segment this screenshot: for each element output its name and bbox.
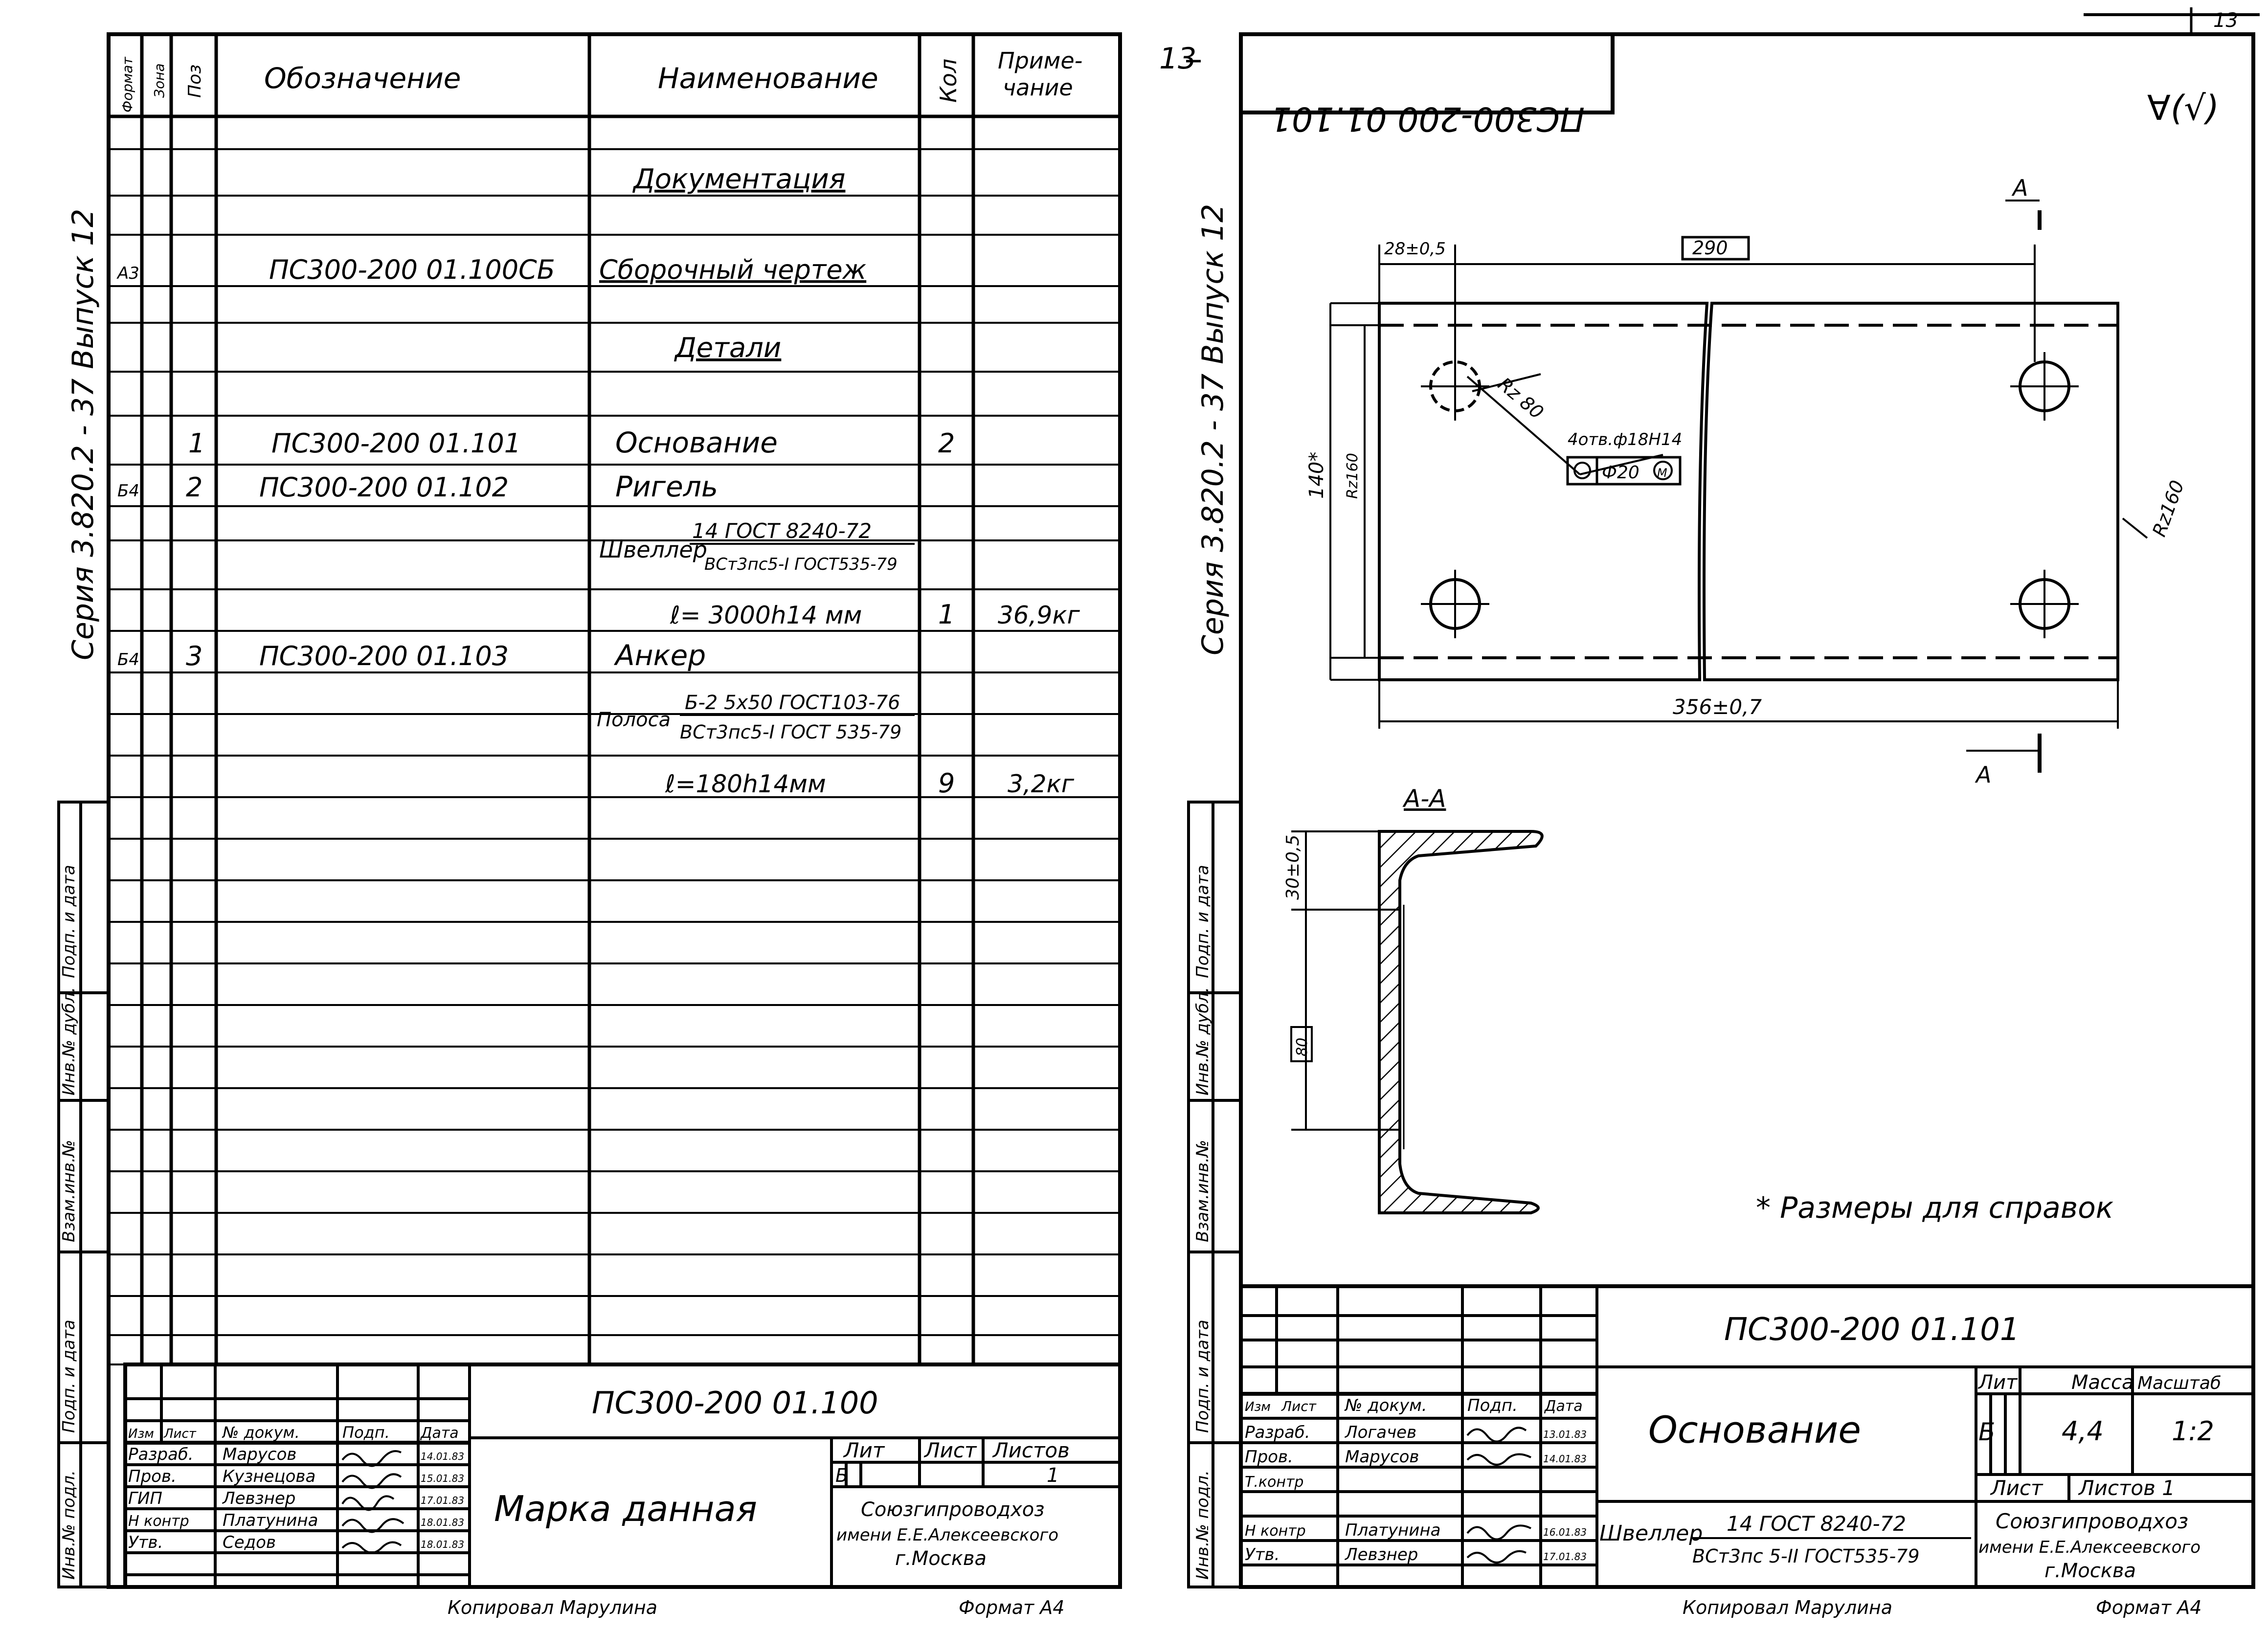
material-mass: 36,9кг bbox=[998, 601, 1080, 629]
date: 17.01.83 bbox=[1543, 1551, 1587, 1563]
section-mark-bottom: А bbox=[1976, 761, 1992, 788]
material-line2: ВСт3пс5-I ГОСТ 535-79 bbox=[680, 721, 902, 743]
date: 14.01.83 bbox=[1543, 1453, 1587, 1465]
dim-rz160-right: Rz160 bbox=[2148, 477, 2189, 540]
sheets-label: Листов bbox=[993, 1438, 1070, 1462]
role: Пров. bbox=[128, 1467, 177, 1486]
title-name: Основание bbox=[1648, 1408, 1861, 1452]
row-format: Б4 bbox=[117, 481, 139, 501]
signatures bbox=[342, 1451, 404, 1553]
dim-pos-tol: Ф20 bbox=[1602, 463, 1639, 483]
org: Союзгипроводхоз bbox=[1996, 1509, 2189, 1533]
date: 13.01.83 bbox=[1543, 1429, 1587, 1440]
head-list: Лист bbox=[1281, 1398, 1316, 1414]
dim-tol-sym: М bbox=[1657, 466, 1667, 480]
margin-label: Взам.инв.№ bbox=[1193, 1139, 1213, 1242]
mass-label: Масса bbox=[2071, 1371, 2134, 1394]
margin-label: Подп. и дата bbox=[1193, 1319, 1213, 1433]
material-prefix: Швеллер bbox=[1599, 1521, 1703, 1546]
mirror-code: ПС300-200 01.101 bbox=[1270, 99, 1585, 138]
row-qty: 2 bbox=[938, 428, 955, 459]
date: 18.01.83 bbox=[421, 1517, 465, 1528]
page-number: 13 bbox=[1159, 42, 1197, 76]
person: Платунина bbox=[1345, 1520, 1441, 1540]
sheet-label: Лист bbox=[924, 1438, 977, 1462]
dim-30: 30±0,5 bbox=[1283, 834, 1303, 900]
roughness-mark: ∀(√) bbox=[2147, 88, 2220, 128]
material-prefix: Швеллер bbox=[599, 536, 707, 563]
dim-holes: 4отв.ф18Н14 bbox=[1568, 430, 1683, 449]
head-doc: № докум. bbox=[1345, 1396, 1427, 1415]
date: 14.01.83 bbox=[421, 1451, 465, 1462]
title-code: ПС300-200 01.100 bbox=[592, 1385, 878, 1421]
margin-label: Подп. и дата bbox=[59, 865, 79, 978]
person: Левзнер bbox=[223, 1489, 296, 1508]
plate-top-view bbox=[1330, 201, 2147, 773]
sheet-label: Лист bbox=[1991, 1476, 2043, 1500]
person: Логачев bbox=[1345, 1423, 1417, 1442]
person: Платунина bbox=[223, 1511, 318, 1530]
row-pos: 3 bbox=[186, 641, 203, 671]
role: Утв. bbox=[128, 1533, 163, 1552]
row-name: Ригель bbox=[615, 470, 719, 503]
scale-value: 1:2 bbox=[2172, 1416, 2214, 1447]
person: Марусов bbox=[1345, 1447, 1419, 1467]
head-izm: Изм bbox=[128, 1427, 154, 1441]
head-sign: Подп. bbox=[342, 1423, 390, 1442]
margin-label: Инв.№ подл. bbox=[59, 1470, 79, 1580]
copied-label: Копировал Марулина bbox=[448, 1597, 657, 1618]
dim-rz80: Rz 80 bbox=[1494, 373, 1548, 424]
right-frame bbox=[1241, 34, 2253, 1587]
role: Разраб. bbox=[1245, 1423, 1310, 1442]
lit-label: Лит bbox=[1978, 1371, 2018, 1394]
material-line2: ВСт3пс 5-II ГОСТ535-79 bbox=[1692, 1545, 1920, 1567]
row-name: Сборочный чертеж bbox=[599, 254, 867, 285]
role: Утв. bbox=[1245, 1545, 1280, 1564]
margin-label: Подп. и дата bbox=[59, 1319, 79, 1433]
signatures bbox=[1467, 1428, 1531, 1563]
person: Левзнер bbox=[1345, 1545, 1418, 1564]
section-details: Детали bbox=[675, 332, 782, 364]
row-designation: ПС300-200 01.103 bbox=[259, 641, 509, 671]
sheets-label: Листов 1 bbox=[2079, 1476, 2175, 1500]
header-format: Формат bbox=[119, 57, 135, 112]
org: г.Москва bbox=[2044, 1560, 2136, 1582]
role: Пров. bbox=[1245, 1447, 1293, 1467]
format-label: Формат А4 bbox=[959, 1597, 1065, 1618]
corner-number: 13 bbox=[2213, 9, 2238, 32]
date: 15.01.83 bbox=[421, 1473, 465, 1484]
dim-rz160-left: Rz160 bbox=[1344, 453, 1361, 499]
material-prefix: Полоса bbox=[597, 709, 671, 731]
section-aa-label: А-А bbox=[1404, 784, 1446, 813]
section-mark-top: А bbox=[2013, 175, 2028, 201]
margin-label: Инв.№ дубл. bbox=[59, 987, 79, 1095]
mass-value: 4,4 bbox=[2062, 1416, 2104, 1447]
head-list: Лист bbox=[164, 1427, 196, 1441]
header-designation: Обозначение bbox=[264, 62, 461, 95]
channel-section bbox=[1379, 831, 1542, 1213]
margin-label: Взам.инв.№ bbox=[59, 1139, 79, 1242]
right-side-label: Серия 3.820.2 - 37 Выпуск 12 bbox=[1196, 203, 1230, 655]
material-line2: ВСт3пс5-I ГОСТ535-79 bbox=[704, 555, 898, 574]
format-label: Формат А4 bbox=[2096, 1597, 2202, 1618]
spec-grid bbox=[109, 116, 1120, 1364]
header-note-2: чание bbox=[1003, 74, 1073, 101]
header-qty: Кол bbox=[935, 58, 962, 103]
left-sheet bbox=[59, 34, 1120, 1618]
left-side-label: Серия 3.820.2 - 37 Выпуск 12 bbox=[66, 208, 100, 660]
title-name: Марка данная bbox=[494, 1488, 757, 1529]
header-note-1: Приме- bbox=[998, 47, 1083, 74]
head-izm: Изм bbox=[1245, 1400, 1271, 1414]
copied-label: Копировал Марулина bbox=[1683, 1597, 1892, 1618]
date: 17.01.83 bbox=[421, 1495, 465, 1506]
material-line1: Б-2 5х50 ГОСТ103-76 bbox=[685, 692, 900, 714]
row-name: Анкер bbox=[615, 639, 706, 672]
row-name: Основание bbox=[615, 426, 778, 459]
row-pos: 2 bbox=[186, 472, 203, 503]
margin-label: Подп. и дата bbox=[1193, 865, 1213, 978]
header-zone: Зона bbox=[151, 63, 167, 98]
sheets-value: 1 bbox=[1047, 1464, 1059, 1487]
lit-value: Б bbox=[835, 1465, 849, 1486]
margin-label: Инв.№ подл. bbox=[1193, 1470, 1213, 1580]
row-designation: ПС300-200 01.101 bbox=[271, 428, 521, 459]
dim-80: 80 bbox=[1294, 1037, 1311, 1056]
scale-label: Масштаб bbox=[2137, 1373, 2222, 1393]
role: Н контр bbox=[1245, 1522, 1306, 1540]
material-length: ℓ= 3000h14 мм bbox=[670, 601, 862, 629]
role: Н контр bbox=[128, 1513, 189, 1530]
material-mass: 3,2кг bbox=[1008, 770, 1074, 798]
dim-140: 140* bbox=[1305, 451, 1328, 499]
head-doc: № докум. bbox=[223, 1423, 300, 1442]
date: 16.01.83 bbox=[1543, 1526, 1587, 1538]
dim-290: 290 bbox=[1692, 237, 1728, 259]
material-qty: 1 bbox=[938, 599, 955, 630]
material-line1: 14 ГОСТ 8240-72 bbox=[1727, 1512, 1907, 1536]
head-date: Дата bbox=[1545, 1398, 1583, 1415]
row-format: А3 bbox=[117, 264, 139, 283]
row-designation: ПС300-200 01.100СБ bbox=[269, 254, 555, 285]
material-line1: 14 ГОСТ 8240-72 bbox=[692, 519, 872, 543]
section-documentation: Документация bbox=[633, 163, 846, 195]
org: г.Москва bbox=[895, 1547, 987, 1570]
role: ГИП bbox=[128, 1489, 162, 1508]
reference-note: * Размеры для справок bbox=[1756, 1191, 2114, 1225]
lit-value: Б bbox=[1978, 1418, 1996, 1446]
row-designation: ПС300-200 01.102 bbox=[259, 472, 509, 503]
date: 18.01.83 bbox=[421, 1539, 465, 1550]
person: Марусов bbox=[223, 1445, 297, 1464]
material-qty: 9 bbox=[938, 768, 955, 799]
person: Кузнецова bbox=[223, 1467, 316, 1486]
dim-28: 28±0,5 bbox=[1384, 239, 1446, 259]
role: Т.контр bbox=[1245, 1474, 1304, 1491]
margin-label: Инв.№ дубл. bbox=[1193, 987, 1213, 1095]
header-pos: Поз bbox=[185, 64, 205, 98]
material-length: ℓ=180h14мм bbox=[665, 770, 826, 798]
header-name: Наименование bbox=[658, 62, 878, 95]
org: имени Е.Е.Алексеевского bbox=[836, 1525, 1059, 1545]
person: Седов bbox=[223, 1533, 276, 1552]
lit-label: Лит bbox=[844, 1438, 885, 1462]
org: имени Е.Е.Алексеевского bbox=[1978, 1538, 2201, 1557]
title-code: ПС300-200 01.101 bbox=[1724, 1312, 2020, 1348]
head-date: Дата bbox=[421, 1425, 459, 1442]
role: Разраб. bbox=[128, 1445, 194, 1464]
row-format: Б4 bbox=[117, 650, 139, 670]
row-pos: 1 bbox=[188, 428, 205, 459]
org: Союзгипроводхоз bbox=[861, 1498, 1045, 1521]
right-sheet bbox=[1159, 7, 2260, 1618]
head-sign: Подп. bbox=[1467, 1396, 1518, 1415]
dim-356: 356±0,7 bbox=[1673, 695, 1762, 719]
